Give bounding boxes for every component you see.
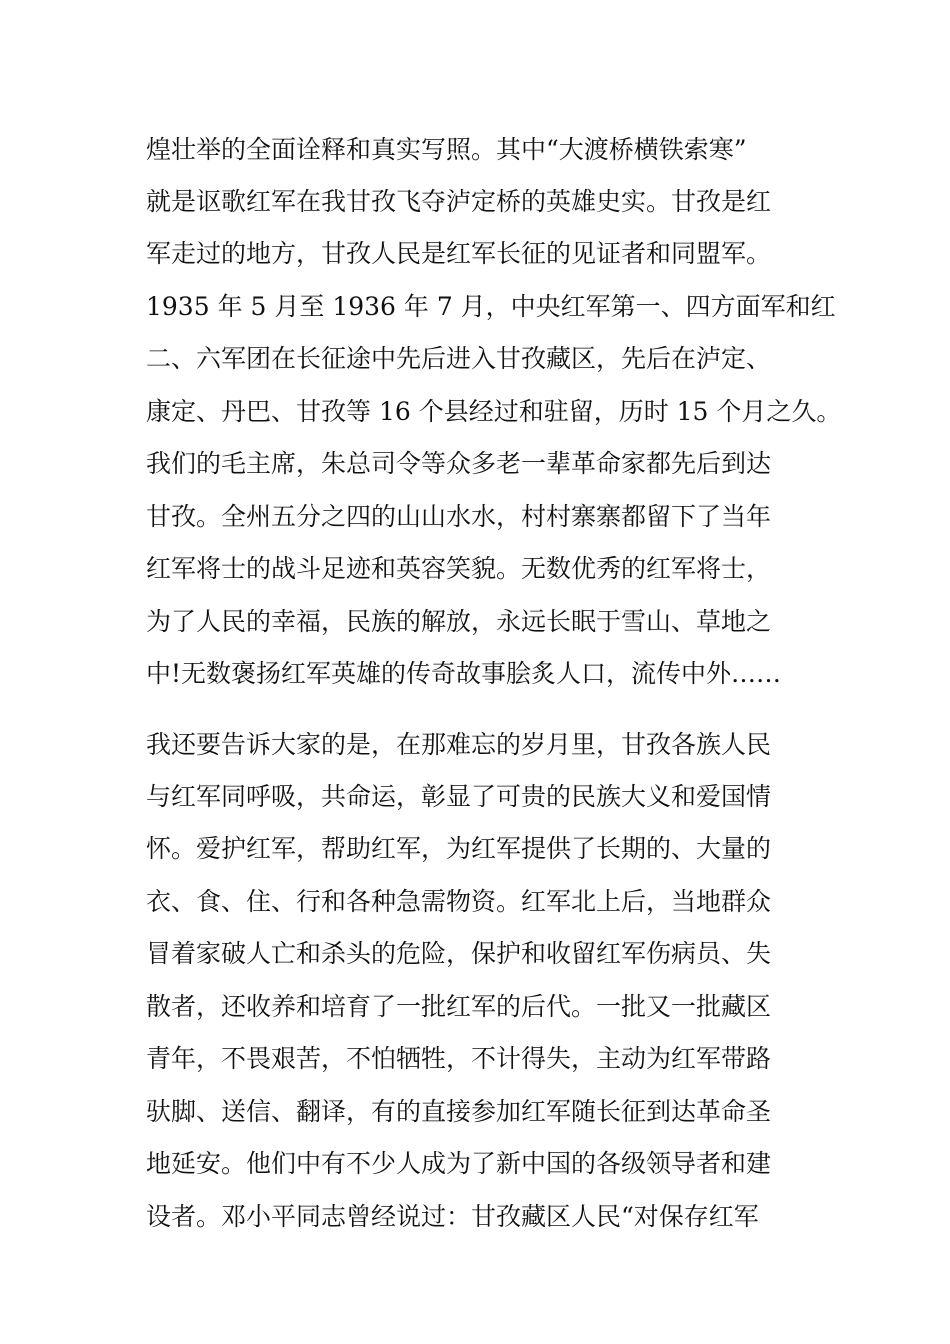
- text-line: 二、六军团在长征途中先后进入甘孜藏区，先后在泸定、: [146, 344, 772, 373]
- text-line: 青年，不畏艰苦，不怕牺牲，不计得失，主动为红军带路: [146, 1044, 772, 1073]
- text-line: 红军将士的战斗足迹和英容笑貌。无数优秀的红军将士，: [146, 554, 772, 583]
- text-line: 衣、食、住、行和各种急需物资。红军北上后，当地群众: [146, 887, 772, 916]
- text-line: 甘孜。全州五分之四的山山水水，村村寨寨都留下了当年: [146, 502, 772, 531]
- text-line: 我还要告诉大家的是，在那难忘的岁月里，甘孜各族人民: [146, 730, 772, 759]
- text-line: 军走过的地方，甘孜人民是红军长征的见证者和同盟军。: [146, 239, 772, 268]
- text-line: 煌壮举的全面诠释和真实写照。其中“大渡桥横铁索寒”: [146, 135, 747, 164]
- text-line: 与红军同呼吸，共命运，彰显了可贵的民族大义和爱国情: [146, 782, 772, 811]
- text-line: 驮脚、送信、翻译，有的直接参加红军随长征到达革命圣: [146, 1097, 772, 1126]
- text-line: 就是讴歌红军在我甘孜飞夺泸定桥的英雄史实。甘孜是红: [146, 187, 772, 216]
- text-line: 我们的毛主席，朱总司令等众多老一辈革命家都先后到达: [146, 449, 772, 478]
- text-line: 散者，还收养和培育了一批红军的后代。一批又一批藏区: [146, 992, 772, 1021]
- text-line: 1935 年 5 月至 1936 年 7 月，中央红军第一、四方面军和红: [146, 292, 836, 321]
- text-line: 为了人民的幸福，民族的解放，永远长眠于雪山、草地之: [146, 607, 772, 636]
- text-line: 地延安。他们中有不少人成为了新中国的各级领导者和建: [146, 1149, 772, 1178]
- text-line: 中!无数褒扬红军英雄的传奇故事脍炙人口，流传中外……: [146, 659, 782, 688]
- text-line: 冒着家破人亡和杀头的危险，保护和收留红军伤病员、失: [146, 939, 772, 968]
- text-line: 设者。邓小平同志曾经说过：甘孜藏区人民“对保存红军: [146, 1202, 759, 1231]
- text-line: 康定、丹巴、甘孜等 16 个县经过和驻留，历时 15 个月之久。: [146, 397, 842, 426]
- text-line: 怀。爱护红军，帮助红军，为红军提供了长期的、大量的: [146, 834, 772, 863]
